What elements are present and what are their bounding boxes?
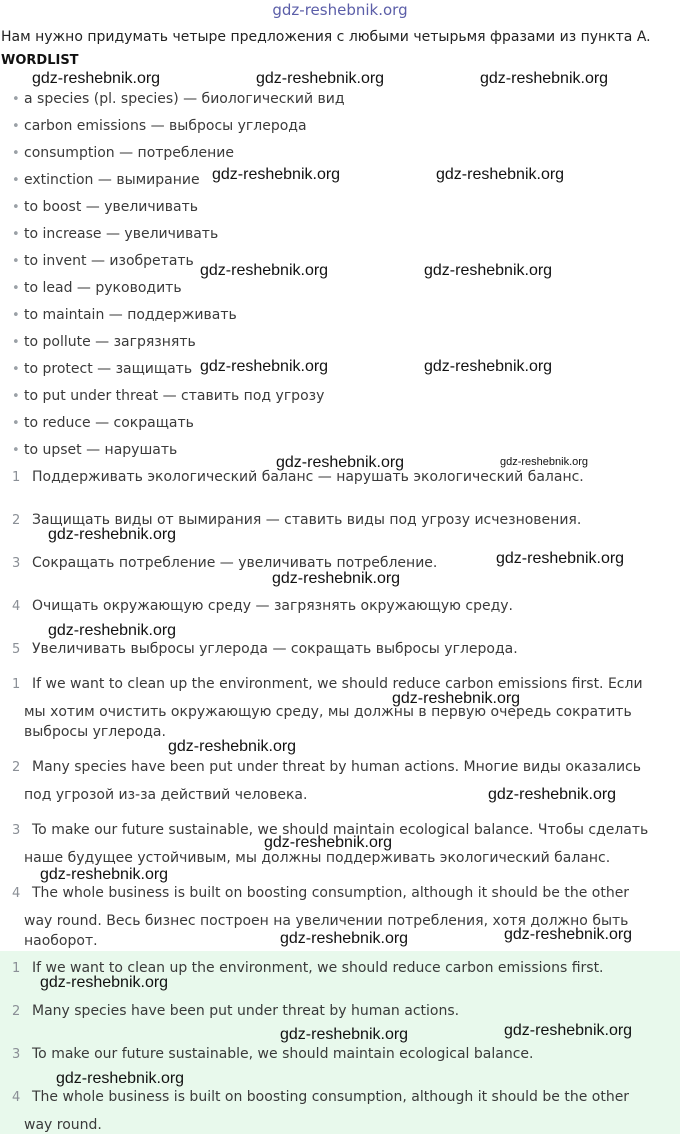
list-number: 1	[12, 677, 21, 692]
bullet-icon: •	[12, 227, 20, 242]
bullet-icon: •	[12, 443, 20, 458]
watermark: gdz-reshebnik.org	[496, 550, 625, 567]
watermark: gdz-reshebnik.org	[272, 570, 401, 587]
watermark: gdz-reshebnik.org	[276, 454, 405, 471]
answer-line: way round.	[24, 1117, 102, 1133]
bullet-icon: •	[12, 119, 20, 134]
sentence-line: The whole business is built on boosting consumption, although it should be the other	[32, 885, 630, 901]
watermark: gdz-reshebnik.org	[504, 926, 633, 943]
wordlist-item: • to maintain — поддерживать	[12, 307, 237, 323]
wordlist-item: • to pollute — загрязнять	[12, 334, 196, 350]
sentence-line: под угрозой из-за действий человека.	[24, 787, 308, 803]
watermark: gdz-reshebnik.org	[40, 866, 169, 883]
watermark: gdz-reshebnik.org	[392, 690, 521, 707]
opposite-phrase: Очищать окружающую среду — загрязнять окружающую среду.	[32, 598, 514, 614]
list-number: 2	[12, 760, 21, 775]
watermark: gdz-reshebnik.org	[212, 166, 341, 183]
bullet-icon: •	[12, 146, 20, 161]
bullet-icon: •	[12, 92, 20, 107]
wordlist-item: • to reduce — сокращать	[12, 415, 194, 431]
watermark: gdz-reshebnik.org	[256, 70, 385, 87]
watermark: gdz-reshebnik.org	[200, 262, 329, 279]
site-header-link[interactable]: gdz-reshebnik.org	[272, 1, 408, 19]
sentence-line: мы хотим очистить окружающую среду, мы должны в первую очередь сократить	[24, 704, 632, 720]
bullet-icon: •	[12, 308, 20, 323]
sentence-line: If we want to clean up the environment, we should reduce carbon emissions first. Если	[32, 676, 643, 692]
wordlist-item: • to increase — увеличивать	[12, 226, 219, 242]
wordlist-item: • to put under threat — ставить под угрозу	[12, 388, 325, 404]
sentence-line: наше будущее устойчивым, мы должны поддерживать экологический баланс.	[24, 850, 611, 866]
sentence-line: Many species have been put under threat by human actions. Многие виды оказались	[32, 759, 641, 775]
list-number: 2	[12, 1004, 21, 1019]
answer-line: Many species have been put under threat by human actions.	[32, 1003, 460, 1019]
sentence-line: выбросы углерода.	[24, 724, 166, 740]
wordlist-item: • carbon emissions — выбросы углерода	[12, 118, 307, 134]
list-number: 3	[12, 1047, 21, 1062]
watermark: gdz-reshebnik.org	[480, 70, 609, 87]
list-number: 2	[12, 513, 21, 528]
opposite-phrase: Защищать виды от вымирания — ставить виды под угрозу исчезновения.	[32, 512, 582, 528]
watermark: gdz-reshebnik.org	[436, 166, 565, 183]
answer-line: If we want to clean up the environment, we should reduce carbon emissions first.	[32, 960, 604, 976]
wordlist-item: • to upset — нарушать	[12, 442, 178, 458]
watermark: gdz-reshebnik.org	[488, 786, 617, 803]
bullet-icon: •	[12, 362, 20, 377]
bullet-icon: •	[12, 173, 20, 188]
list-number: 3	[12, 823, 21, 838]
watermark: gdz-reshebnik.org	[56, 1070, 185, 1087]
sentence-line: To make our future sustainable, we should maintain ecological balance. Чтобы сделать	[32, 822, 649, 838]
wordlist-item: • a species (pl. species) — биологический вид	[12, 91, 345, 107]
watermark: gdz-reshebnik.org	[504, 1022, 633, 1039]
sentence-line: наоборот.	[24, 933, 98, 949]
sentence-line: way round. Весь бизнес построен на увеличении потребления, хотя должно быть	[24, 913, 629, 929]
answer-line: To make our future sustainable, we should maintain ecological balance.	[32, 1046, 534, 1062]
bullet-icon: •	[12, 416, 20, 431]
answer-line: The whole business is built on boosting consumption, although it should be the other	[32, 1089, 630, 1105]
list-number: 4	[12, 886, 21, 901]
bullet-icon: •	[12, 254, 20, 269]
wordlist-item: • to boost — увеличивать	[12, 199, 199, 215]
task-intro: Нам нужно придумать четыре предложения с любыми четырьмя фразами из пункта A.	[1, 29, 651, 45]
list-number: 3	[12, 556, 21, 571]
watermark: gdz-reshebnik.org	[500, 456, 589, 468]
wordlist-item: • to invent — изобретать	[12, 253, 194, 269]
opposite-phrase: Увеличивать выбросы углерода — сокращать выбросы углерода.	[32, 641, 518, 657]
wordlist-item: • extinction — вымирание	[12, 172, 200, 188]
list-number: 1	[12, 961, 21, 976]
watermark: gdz-reshebnik.org	[424, 358, 553, 375]
watermark: gdz-reshebnik.org	[264, 834, 393, 851]
list-number: 4	[12, 1090, 21, 1105]
watermark: gdz-reshebnik.org	[32, 70, 161, 87]
watermark: gdz-reshebnik.org	[200, 358, 329, 375]
wordlist-title: WORDLIST	[1, 53, 79, 68]
watermark: gdz-reshebnik.org	[424, 262, 553, 279]
list-number: 4	[12, 599, 21, 614]
watermark: gdz-reshebnik.org	[280, 1026, 409, 1043]
watermark: gdz-reshebnik.org	[48, 622, 177, 639]
opposite-phrase: Сокращать потребление — увеличивать потребление.	[32, 555, 438, 571]
bullet-icon: •	[12, 335, 20, 350]
watermark: gdz-reshebnik.org	[48, 526, 177, 543]
watermark: gdz-reshebnik.org	[280, 930, 409, 947]
wordlist-item: • to protect — защищать	[12, 361, 193, 377]
list-number: 1	[12, 470, 21, 485]
watermark: gdz-reshebnik.org	[40, 974, 169, 991]
bullet-icon: •	[12, 281, 20, 296]
wordlist-item: • consumption — потребление	[12, 145, 234, 161]
bullet-icon: •	[12, 200, 20, 215]
opposite-phrase: Поддерживать экологический баланс — нарушать экологический баланс.	[32, 469, 584, 485]
list-number: 5	[12, 642, 21, 657]
watermark: gdz-reshebnik.org	[168, 738, 297, 755]
wordlist-item: • to lead — руководить	[12, 280, 182, 296]
bullet-icon: •	[12, 389, 20, 404]
